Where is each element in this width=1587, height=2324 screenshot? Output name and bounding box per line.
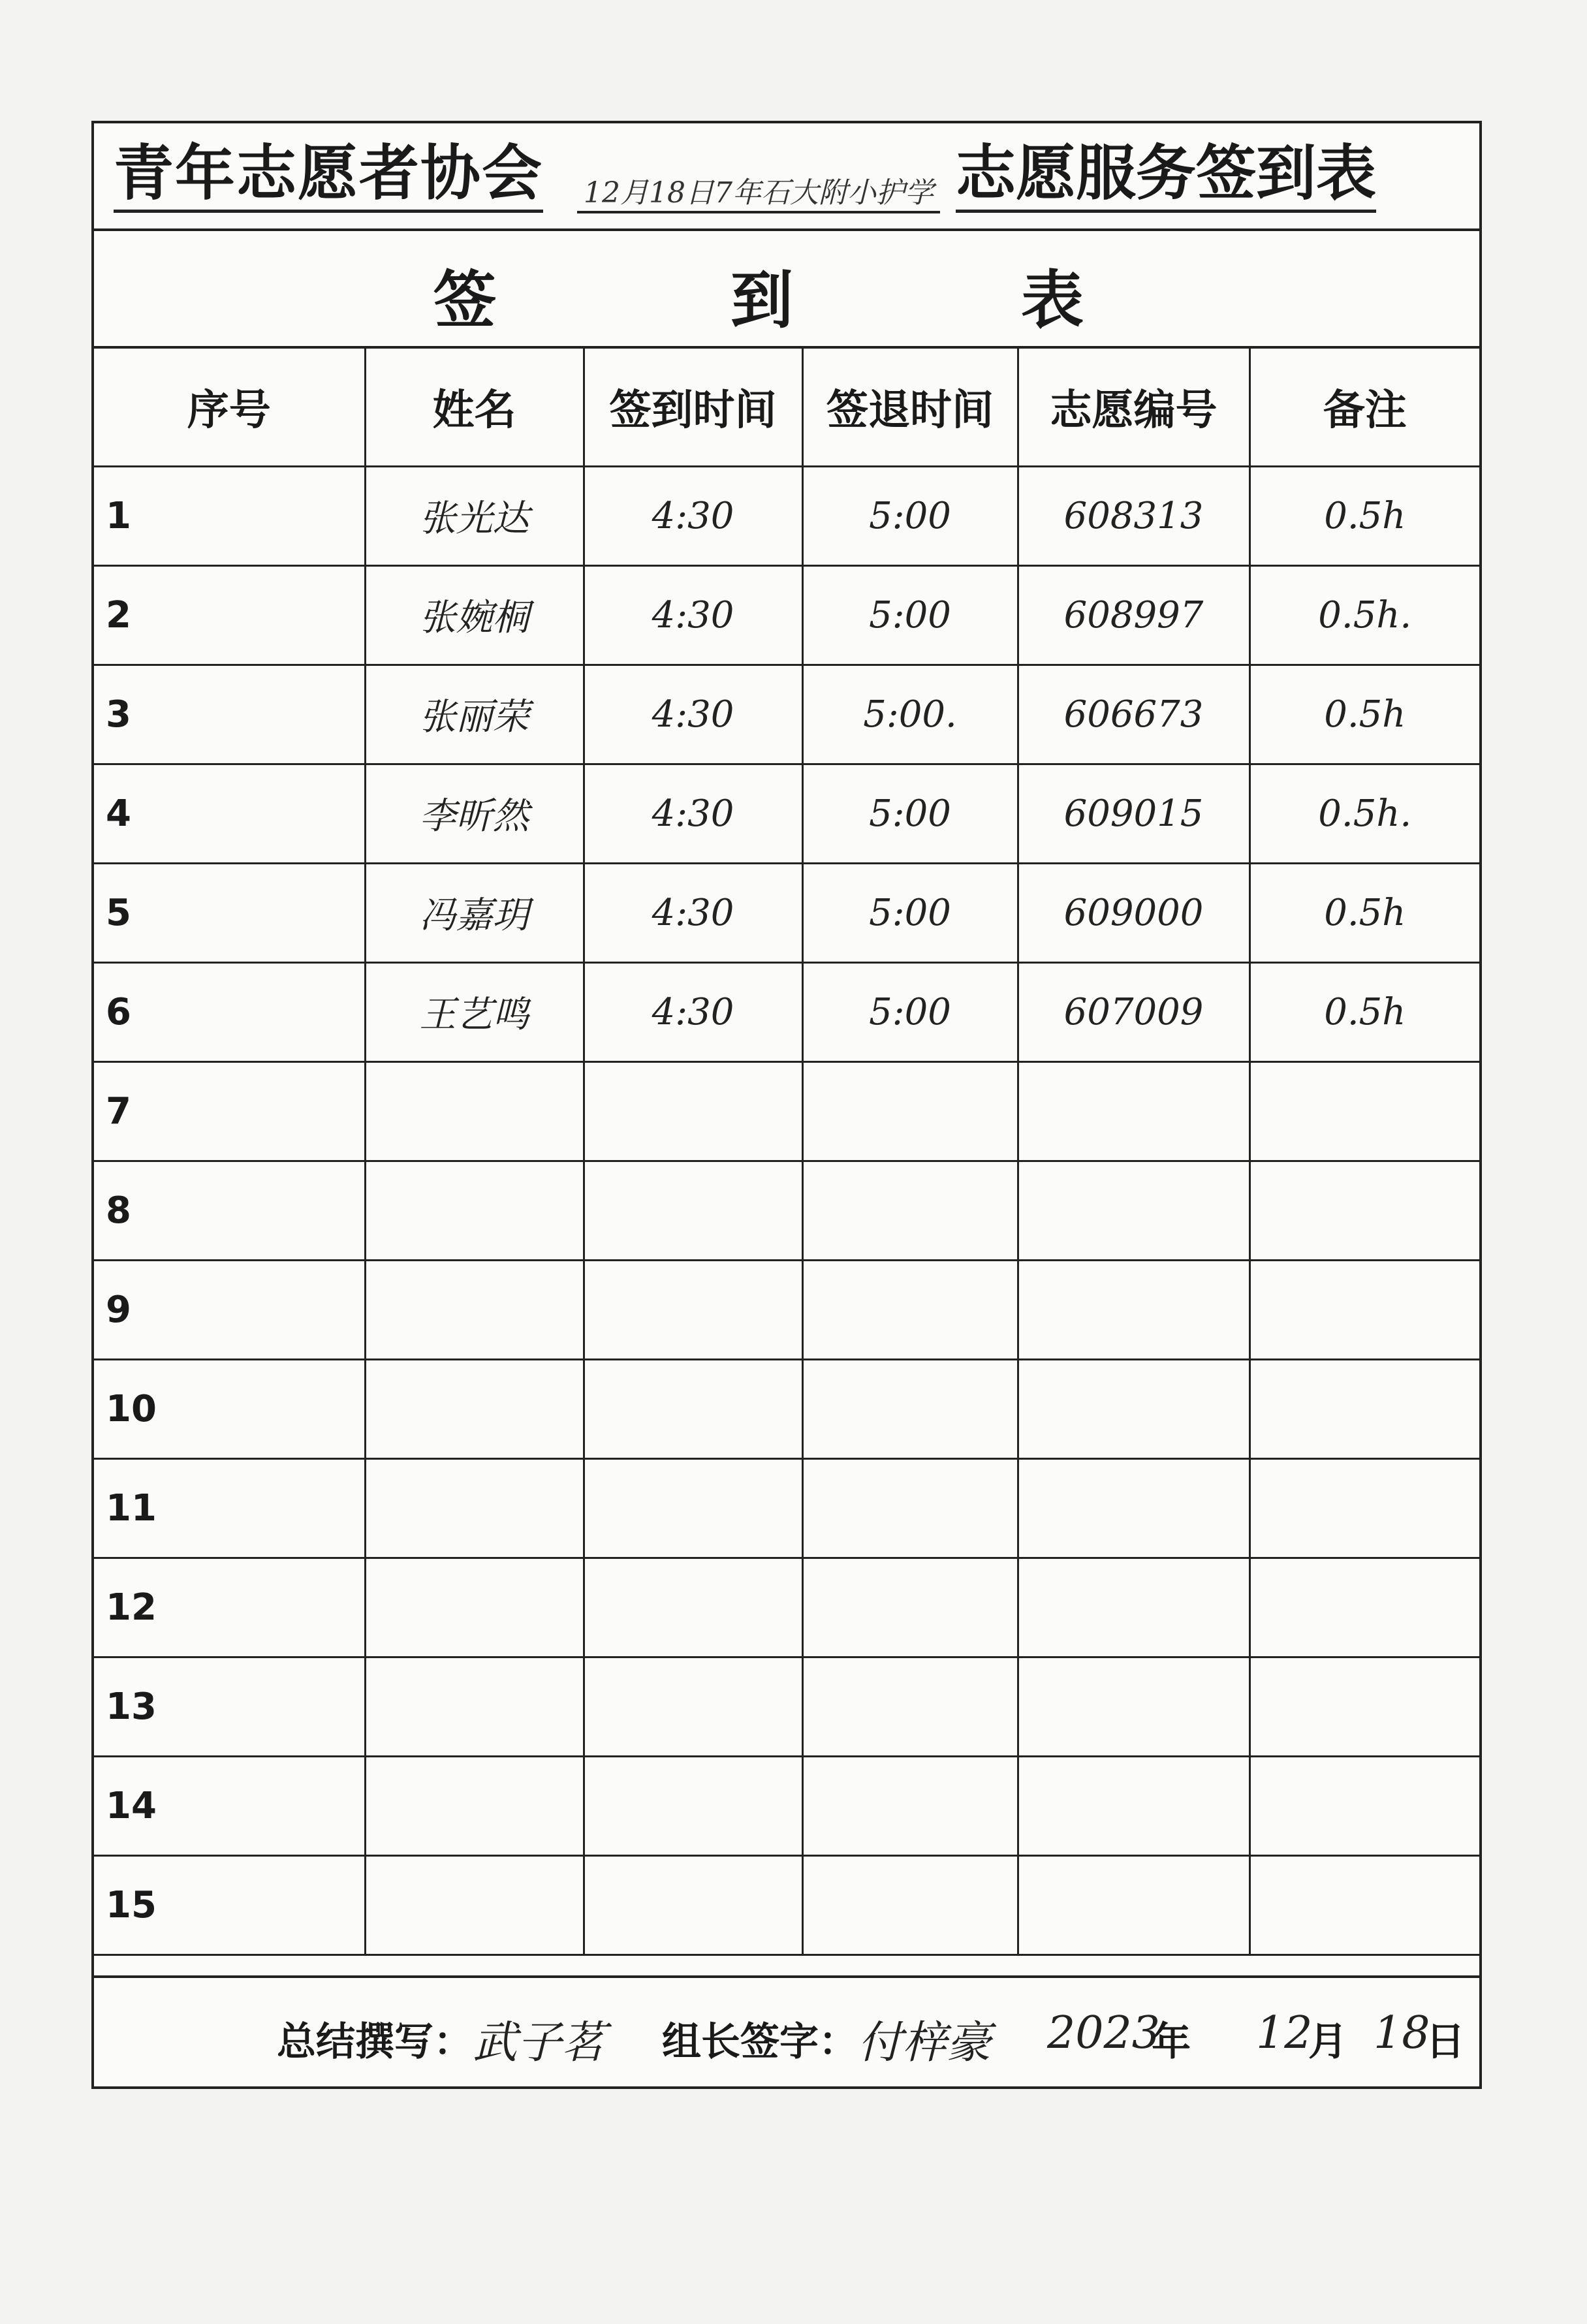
note: 0.5h: [1249, 863, 1479, 962]
volunteer-id: [1018, 1855, 1249, 1955]
row-number: 14: [94, 1756, 365, 1855]
column-header-sign-in-time: 签到时间: [584, 349, 802, 466]
table-row: [94, 863, 1479, 962]
sign-out-time: [802, 1756, 1018, 1855]
column-header-number: 序号: [94, 349, 365, 466]
table-row: [94, 466, 1479, 565]
note: 0.5h.: [1249, 764, 1479, 863]
volunteer-id: 607009: [1018, 962, 1249, 1061]
note: [1249, 1855, 1479, 1955]
table-header-row: [94, 349, 1479, 466]
volunteer-name: [365, 1657, 584, 1756]
volunteer-id: [1018, 1458, 1249, 1558]
note: [1249, 1260, 1479, 1359]
sign-in-time: 4:30: [584, 764, 802, 863]
sign-out-time: [802, 1657, 1018, 1756]
column-header-notes: 备注: [1249, 349, 1479, 466]
volunteer-id: 606673: [1018, 665, 1249, 764]
column-header-volunteer-id: 志愿编号: [1018, 349, 1249, 466]
sign-in-time: [584, 1161, 802, 1260]
sign-out-time: [802, 1161, 1018, 1260]
sign-out-time: [802, 1558, 1018, 1657]
sign-in-time: 4:30: [584, 565, 802, 665]
date-day-unit: 日: [1426, 2019, 1465, 2065]
volunteer-name: 张丽荣: [365, 665, 584, 764]
row-number: 9: [94, 1260, 365, 1359]
table-row: [94, 1657, 1479, 1756]
date-day: 18: [1374, 2007, 1430, 2059]
note: 0.5h.: [1249, 565, 1479, 665]
sign-in-time: 4:30: [584, 665, 802, 764]
sign-in-time: 4:30: [584, 466, 802, 565]
volunteer-name: 张光达: [365, 466, 584, 565]
table-row: [94, 565, 1479, 665]
volunteer-id: 609000: [1018, 863, 1249, 962]
subtitle-char-1: 签: [433, 264, 496, 337]
row-number: 2: [94, 565, 365, 665]
volunteer-name: 李昕然: [365, 764, 584, 863]
volunteer-name: [365, 1558, 584, 1657]
subtitle-char-3: 表: [1021, 264, 1084, 337]
note: [1249, 1657, 1479, 1756]
sign-in-sheet: [91, 121, 1482, 2089]
sign-in-time: 4:30: [584, 962, 802, 1061]
volunteer-id: 608313: [1018, 466, 1249, 565]
volunteer-name: [365, 1756, 584, 1855]
signature-footer: [94, 1975, 1479, 2086]
table-row: [94, 1161, 1479, 1260]
row-number: 15: [94, 1855, 365, 1955]
subtitle-char-2: 到: [731, 264, 793, 337]
table-row: [94, 1855, 1479, 1955]
form-title: 志愿服务签到表: [956, 138, 1376, 213]
note: [1249, 1161, 1479, 1260]
table-row: [94, 665, 1479, 764]
table-row: [94, 1061, 1479, 1161]
note: [1249, 1458, 1479, 1558]
sign-in-time: [584, 1657, 802, 1756]
volunteer-id: [1018, 1260, 1249, 1359]
table-row: [94, 1558, 1479, 1657]
association-title: 青年志愿者协会: [114, 138, 543, 213]
volunteer-name: [365, 1855, 584, 1955]
sign-in-time: [584, 1061, 802, 1161]
volunteer-name: [365, 1458, 584, 1558]
sign-out-time: [802, 1260, 1018, 1359]
sign-out-time: 5:00: [802, 962, 1018, 1061]
volunteer-id: [1018, 1061, 1249, 1161]
group-leader-signature: 付梓豪: [858, 2017, 992, 2069]
note: 0.5h: [1249, 466, 1479, 565]
volunteer-id: 609015: [1018, 764, 1249, 863]
table-row: [94, 1260, 1479, 1359]
sign-in-time: [584, 1458, 802, 1558]
sign-out-time: [802, 1359, 1018, 1458]
sign-in-time: [584, 1756, 802, 1855]
row-number: 5: [94, 863, 365, 962]
sign-in-time: [584, 1855, 802, 1955]
sign-out-time: 5:00.: [802, 665, 1018, 764]
sign-out-time: 5:00: [802, 863, 1018, 962]
attendance-table: [94, 349, 1479, 1956]
volunteer-name: 张婉桐: [365, 565, 584, 665]
date-month-unit: 月: [1308, 2019, 1347, 2065]
volunteer-name: [365, 1260, 584, 1359]
volunteer-id: [1018, 1359, 1249, 1458]
date-year: 2023: [1047, 2007, 1161, 2059]
sign-out-time: 5:00: [802, 764, 1018, 863]
table-row: [94, 962, 1479, 1061]
row-number: 1: [94, 466, 365, 565]
row-number: 4: [94, 764, 365, 863]
row-number: 11: [94, 1458, 365, 1558]
row-number: 7: [94, 1061, 365, 1161]
row-number: 3: [94, 665, 365, 764]
volunteer-id: [1018, 1161, 1249, 1260]
volunteer-id: [1018, 1558, 1249, 1657]
sign-in-time: [584, 1359, 802, 1458]
volunteer-id: 608997: [1018, 565, 1249, 665]
note: [1249, 1756, 1479, 1855]
group-leader-label: 组长签字：: [662, 2019, 858, 2065]
summary-writer-name: 武子茗: [473, 2017, 606, 2069]
row-number: 6: [94, 962, 365, 1061]
volunteer-name: [365, 1161, 584, 1260]
subtitle-row: [94, 231, 1479, 349]
volunteer-name: [365, 1061, 584, 1161]
title-row: [94, 123, 1479, 231]
volunteer-id: [1018, 1756, 1249, 1855]
date-month: 12: [1256, 2007, 1313, 2059]
table-row: [94, 1756, 1479, 1855]
handwritten-event-note: 12月18日7年石大附小护学: [577, 169, 940, 213]
sign-in-time: [584, 1558, 802, 1657]
note: [1249, 1558, 1479, 1657]
volunteer-name: [365, 1359, 584, 1458]
sign-out-time: [802, 1061, 1018, 1161]
sign-in-time: 4:30: [584, 863, 802, 962]
row-number: 8: [94, 1161, 365, 1260]
row-number: 13: [94, 1657, 365, 1756]
note: 0.5h: [1249, 962, 1479, 1061]
sign-out-time: [802, 1855, 1018, 1955]
date-year-unit: 年: [1152, 2019, 1191, 2065]
note: [1249, 1359, 1479, 1458]
row-number: 12: [94, 1558, 365, 1657]
row-number: 10: [94, 1359, 365, 1458]
column-header-sign-out-time: 签退时间: [802, 349, 1018, 466]
volunteer-name: 王艺鸣: [365, 962, 584, 1061]
note: 0.5h: [1249, 665, 1479, 764]
table-row: [94, 1458, 1479, 1558]
table-row: [94, 1359, 1479, 1458]
column-header-name: 姓名: [365, 349, 584, 466]
volunteer-name: 冯嘉玥: [365, 863, 584, 962]
summary-writer-label: 总结撰写：: [277, 2019, 473, 2065]
sign-out-time: 5:00: [802, 565, 1018, 665]
sign-out-time: 5:00: [802, 466, 1018, 565]
note: [1249, 1061, 1479, 1161]
sign-in-time: [584, 1260, 802, 1359]
table-row: [94, 764, 1479, 863]
sign-out-time: [802, 1458, 1018, 1558]
volunteer-id: [1018, 1657, 1249, 1756]
